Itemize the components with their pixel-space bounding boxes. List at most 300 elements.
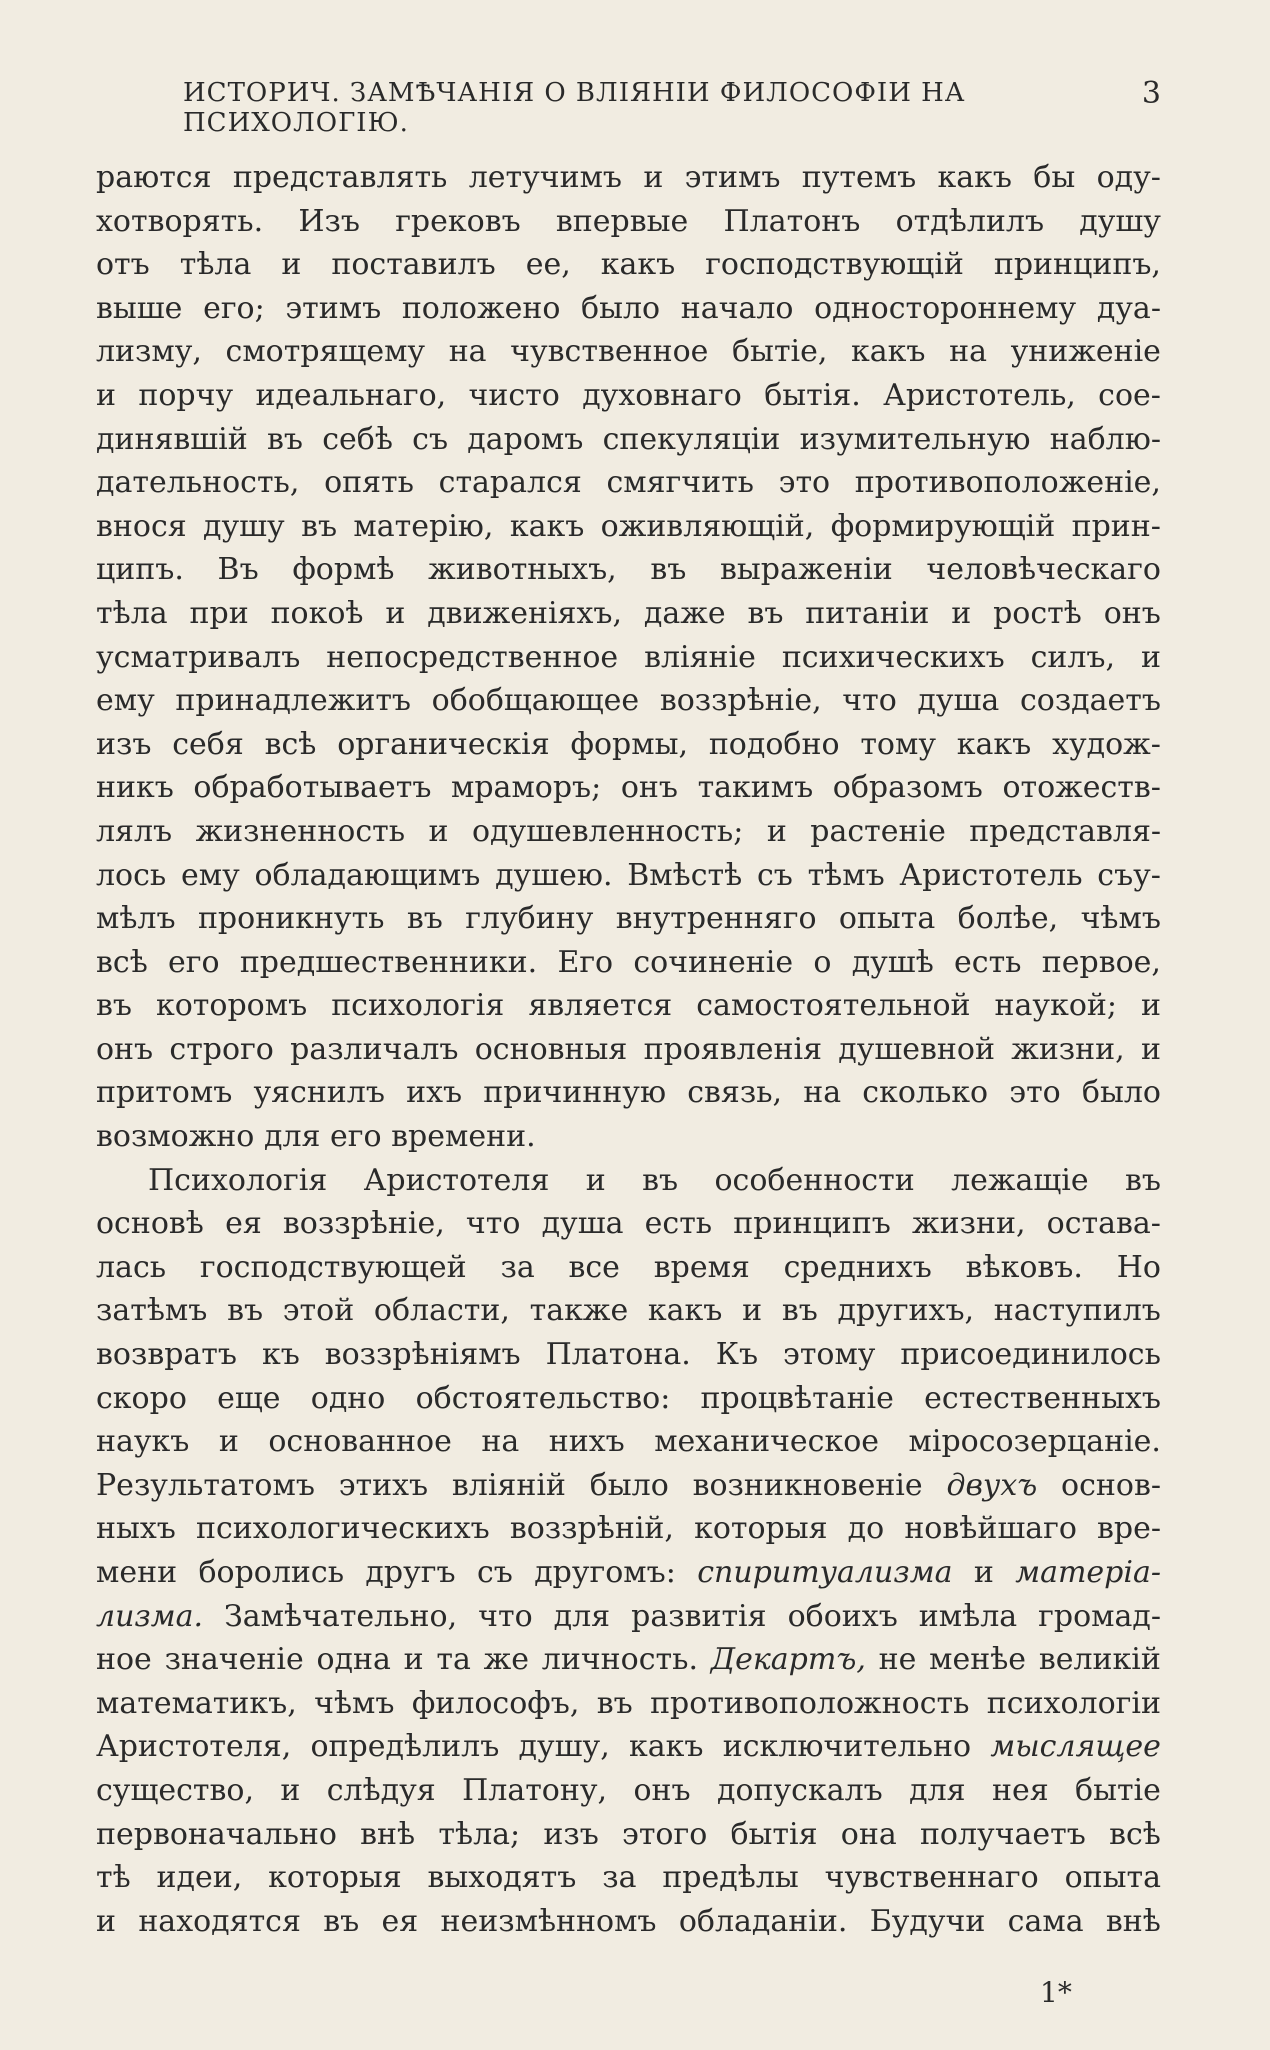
word: за	[602, 1860, 637, 1896]
word: и	[403, 1642, 424, 1678]
word: его	[330, 1119, 382, 1155]
word: предшественники.	[239, 944, 538, 980]
text-line	[96, 1464, 1161, 1508]
word: мѣлъ	[96, 901, 176, 937]
word: худож-	[1052, 726, 1161, 762]
word: Результатомъ	[96, 1467, 315, 1503]
word: опыта	[1064, 1860, 1161, 1896]
word: которыя	[268, 1860, 402, 1896]
word: усматривалъ	[96, 639, 301, 675]
word: путемъ	[801, 160, 917, 195]
word: и	[973, 1555, 994, 1590]
word: психологіи	[986, 1685, 1161, 1721]
text-line	[96, 941, 1161, 985]
word: сое-	[1098, 377, 1161, 413]
word: въ	[747, 595, 784, 631]
word: себѣ	[322, 421, 393, 457]
word: было	[589, 1467, 669, 1503]
word: обоихъ	[787, 1598, 898, 1634]
text-line	[96, 723, 1161, 767]
word: и	[218, 1424, 239, 1460]
word: смягчить	[606, 465, 754, 501]
word: прин-	[1071, 508, 1161, 544]
text-line	[96, 1507, 1161, 1551]
word: обладаніи.	[678, 1903, 848, 1939]
page-number: 3	[1141, 76, 1161, 111]
word: внѣ	[360, 1816, 416, 1852]
text-line	[96, 1813, 1161, 1857]
word: отожеств-	[1002, 770, 1161, 806]
word: ростѣ	[993, 595, 1082, 631]
word: его	[168, 944, 220, 980]
word: чувственное	[510, 334, 709, 370]
word: униженіе	[1010, 334, 1161, 370]
word: ное	[96, 1642, 152, 1678]
word: и	[1140, 1031, 1161, 1067]
text-line	[96, 1856, 1161, 1900]
word: бытіе	[1075, 1772, 1161, 1808]
word: этой	[282, 1293, 355, 1329]
word: еще	[217, 1380, 281, 1416]
text-line	[96, 243, 1161, 287]
word: Его	[557, 944, 614, 980]
word: тому	[860, 726, 936, 762]
word: жизни,	[912, 1206, 1026, 1242]
word: на	[448, 334, 487, 370]
text-line	[96, 1725, 1161, 1769]
emphasized-word: Декартъ,	[710, 1642, 866, 1678]
word: и	[585, 1162, 606, 1198]
word: къ	[261, 1337, 300, 1373]
word: такимъ	[697, 770, 814, 806]
word: этихъ	[338, 1467, 429, 1503]
word: нихъ	[548, 1424, 625, 1460]
word: хотворять.	[96, 203, 264, 239]
word: Въ	[217, 552, 259, 588]
word: душу,	[518, 1729, 610, 1765]
word: для	[553, 1598, 611, 1634]
word: и	[96, 1903, 116, 1939]
word: проникнуть	[197, 901, 385, 937]
word: скоро	[96, 1380, 187, 1416]
word: міросозерцаніе.	[908, 1424, 1161, 1460]
word: вѣковъ.	[965, 1249, 1083, 1285]
word: оживляющій,	[600, 508, 815, 544]
word: Аристотель,	[883, 377, 1076, 413]
word: новѣйшаго	[904, 1511, 1077, 1547]
word: основанное	[268, 1424, 452, 1460]
word: всѣ	[264, 726, 317, 762]
word: находятся	[138, 1903, 301, 1939]
word: даромъ	[467, 421, 584, 457]
word: противоположность	[650, 1685, 970, 1721]
word: возможно	[96, 1119, 255, 1155]
word: съ	[412, 421, 449, 457]
word: представля-	[969, 813, 1161, 849]
word: и	[280, 1772, 301, 1808]
word: какъ	[647, 1293, 723, 1329]
text-line	[96, 1289, 1161, 1333]
text-line	[96, 1333, 1161, 1377]
word: грековъ	[395, 203, 521, 239]
word: мраморъ;	[451, 770, 602, 806]
word: болѣе,	[957, 901, 1059, 937]
word: внутренняго	[615, 901, 817, 937]
word: обстоятельство:	[415, 1380, 671, 1416]
word: съу-	[1097, 857, 1161, 893]
word: обобщающее	[431, 683, 640, 719]
word: этимъ	[285, 290, 382, 326]
word: господствующей	[199, 1249, 467, 1285]
word: получаетъ	[919, 1816, 1086, 1852]
text-line	[96, 1246, 1161, 1290]
word: что	[478, 1598, 533, 1634]
word: психологія	[331, 988, 505, 1024]
word: имѣла	[918, 1598, 1018, 1634]
text-line	[96, 1071, 1161, 1115]
word: чисто	[468, 377, 560, 413]
emphasized-word: мыслящее	[990, 1729, 1161, 1765]
text-line	[96, 592, 1161, 636]
text-line	[96, 679, 1161, 723]
word: подобно	[708, 726, 840, 762]
word: жизни,	[1011, 1031, 1125, 1067]
word: въ	[596, 1685, 633, 1721]
word: основ-	[1061, 1467, 1161, 1503]
word: формы,	[570, 726, 689, 762]
word: возникновеніе	[692, 1467, 923, 1503]
word: ее,	[525, 247, 571, 283]
word: это	[778, 465, 831, 501]
text-line	[96, 1638, 1161, 1682]
word: одно	[310, 1380, 386, 1416]
word: оду-	[1096, 160, 1161, 195]
word: летучимъ	[468, 160, 622, 195]
word: и	[1140, 639, 1161, 675]
word: опредѣлилъ	[310, 1729, 500, 1765]
word: основныя	[474, 1031, 628, 1067]
word: тѣла;	[438, 1816, 521, 1852]
word: противоположеніе,	[854, 465, 1161, 501]
word: при	[189, 595, 249, 631]
word: жизненность	[195, 813, 406, 849]
word: какъ	[937, 160, 1012, 195]
text-line	[96, 636, 1161, 680]
text-line	[96, 1769, 1161, 1813]
word: обладающимъ	[254, 857, 481, 893]
word: всѣ	[1109, 1816, 1161, 1852]
text-line	[96, 374, 1161, 418]
word: особенности	[714, 1162, 915, 1198]
word: принадлежитъ	[175, 683, 412, 719]
word: математикъ,	[96, 1685, 297, 1721]
word: духовнаго	[582, 377, 742, 413]
text-line	[96, 984, 1161, 1028]
word: первоначально	[96, 1816, 337, 1852]
word: различалъ	[290, 1031, 459, 1067]
word: Замѣчательно,	[224, 1598, 458, 1634]
word: первое,	[1041, 944, 1161, 980]
word: какъ	[851, 334, 926, 370]
word: лялъ	[96, 813, 173, 849]
word: никъ	[96, 770, 174, 806]
word: его;	[203, 290, 265, 326]
word: развитія	[631, 1598, 767, 1634]
text-line	[96, 287, 1161, 331]
word: лось	[96, 857, 167, 893]
word: непосредственное	[326, 639, 619, 675]
word: матерію,	[353, 508, 494, 544]
word: лась	[96, 1249, 167, 1285]
emphasized-word: матеріа-	[1015, 1555, 1161, 1590]
word: душею.	[495, 857, 613, 893]
word: за	[500, 1249, 535, 1285]
word: для	[909, 1772, 966, 1808]
word: Платонъ	[723, 203, 861, 239]
word: душевной	[838, 1031, 995, 1067]
text-line	[96, 897, 1161, 941]
emphasized-word: двухъ	[946, 1467, 1038, 1503]
word: онъ	[96, 1031, 154, 1067]
word: что	[842, 683, 897, 719]
text-line	[96, 505, 1161, 549]
word: раются	[96, 160, 212, 195]
word: и	[951, 595, 972, 631]
word: же	[483, 1642, 530, 1678]
word: этому	[783, 1337, 876, 1373]
word: личность.	[541, 1642, 698, 1678]
word: господствующій	[705, 247, 964, 283]
word: присоединилось	[900, 1337, 1161, 1373]
word: формирующій	[830, 508, 1056, 544]
word: Но	[1116, 1249, 1161, 1285]
word: старался	[438, 465, 582, 501]
word: чѣмъ	[314, 1685, 395, 1721]
word: сочиненіе	[633, 944, 794, 980]
word: тѣ	[96, 1860, 131, 1896]
word: основѣ	[96, 1206, 204, 1242]
word: и	[643, 160, 664, 195]
word: области,	[373, 1293, 510, 1329]
word: выходятъ	[427, 1860, 577, 1896]
word: выраженіи	[719, 552, 893, 588]
word: съ	[476, 1555, 513, 1590]
word: обработываетъ	[193, 770, 432, 806]
word: связь,	[687, 1075, 783, 1111]
text-line	[96, 330, 1161, 374]
word: ныхъ	[96, 1511, 176, 1547]
word: допускалъ	[716, 1772, 883, 1808]
word: принципъ	[733, 1206, 891, 1242]
word: другомъ:	[534, 1555, 676, 1590]
word: динявшій	[96, 421, 248, 457]
word: значеніе	[164, 1642, 304, 1678]
word: растеніе	[810, 813, 946, 849]
word: принципъ,	[993, 247, 1161, 283]
word: онъ	[1103, 595, 1161, 631]
word: что	[465, 1206, 521, 1242]
word: вре-	[1097, 1511, 1161, 1547]
word: другъ	[365, 1555, 456, 1590]
word: тѣла	[179, 247, 252, 283]
word: воззрѣніе,	[282, 1206, 445, 1242]
word: опыта	[838, 901, 936, 937]
word: и	[428, 813, 449, 849]
word: Аристотеля	[363, 1162, 550, 1198]
word: ципъ.	[96, 552, 184, 588]
word: на	[803, 1075, 842, 1111]
word: одушевленность;	[471, 813, 744, 849]
word: и	[385, 595, 406, 631]
word: въ	[267, 421, 303, 457]
emphasized-word: лизма.	[96, 1598, 204, 1634]
word: та	[436, 1642, 471, 1678]
word: которыя	[694, 1511, 828, 1547]
word: въ	[96, 988, 132, 1024]
word: было	[1081, 1075, 1161, 1111]
word: Платону,	[462, 1772, 608, 1808]
word: возвратъ	[96, 1337, 237, 1373]
word: впервые	[555, 203, 689, 239]
word: вліяній	[451, 1467, 566, 1503]
word: тѣмъ	[807, 857, 885, 893]
word: также	[529, 1293, 629, 1329]
word: и	[766, 813, 787, 849]
word: среднихъ	[783, 1249, 932, 1285]
word: глубину	[465, 901, 594, 937]
word: ему	[96, 683, 155, 719]
word: сама	[1007, 1903, 1084, 1939]
word: дательность,	[96, 465, 300, 501]
word: и	[742, 1293, 763, 1329]
word: бы	[1033, 160, 1076, 195]
word: Платона.	[545, 1337, 691, 1373]
word: психологическихъ	[196, 1511, 490, 1547]
word: душу	[203, 508, 285, 544]
word: всѣ	[96, 944, 148, 980]
word: и	[1141, 988, 1161, 1024]
word: въ	[323, 1903, 360, 1939]
text-line	[96, 418, 1161, 462]
word: въ	[301, 508, 338, 544]
word: какъ	[600, 247, 676, 283]
word: въ	[406, 901, 443, 937]
text-line	[96, 1682, 1161, 1726]
word: человѣческаго	[926, 552, 1161, 588]
word: нея	[991, 1772, 1049, 1808]
running-header	[96, 76, 1161, 138]
word: ему	[181, 857, 240, 893]
word: бытіе,	[732, 334, 828, 370]
word: притомъ	[96, 1075, 233, 1111]
word: лежащіе	[951, 1162, 1089, 1198]
word: положено	[401, 290, 561, 326]
emphasized-word: спиритуализма	[697, 1555, 953, 1590]
word: о	[813, 944, 832, 980]
word: душа	[917, 683, 1000, 719]
text-line	[96, 461, 1161, 505]
word: какъ	[956, 726, 1032, 762]
word: великій	[1038, 1642, 1161, 1678]
word: душу	[1079, 203, 1161, 239]
word: изъ	[96, 726, 152, 762]
word: для	[263, 1119, 321, 1155]
word: она	[840, 1816, 897, 1852]
word: время	[653, 1249, 750, 1285]
word: наукъ	[96, 1424, 190, 1460]
word: внѣ	[1105, 1903, 1161, 1939]
word: вліяніе	[644, 639, 756, 675]
word: наукой;	[994, 988, 1117, 1024]
text-line	[96, 156, 1161, 200]
word: одна	[316, 1642, 391, 1678]
word: мени	[96, 1555, 178, 1590]
word: сколько	[862, 1075, 989, 1111]
word: этимъ	[684, 160, 781, 195]
text-line	[96, 1115, 1161, 1159]
word: воззрѣніямъ	[324, 1337, 521, 1373]
text-line	[96, 766, 1161, 810]
word: опять	[324, 465, 414, 501]
word: и	[281, 247, 302, 283]
word: Изъ	[298, 203, 360, 239]
text-line	[96, 854, 1161, 898]
word: слѣдуя	[326, 1772, 436, 1808]
word: представлять	[232, 160, 448, 195]
running-title: ИСТОРИЧ. ЗАМѢЧАНІЯ О ВЛІЯНІИ ФИЛОСОФІИ НА ПСИХОЛОГІЮ.	[183, 78, 966, 138]
word: исключительно	[722, 1729, 972, 1765]
text-line	[96, 1420, 1161, 1464]
signature-mark: 1*	[1040, 1976, 1072, 2009]
word: изъ	[543, 1816, 599, 1852]
word: наблю-	[1049, 421, 1161, 457]
word: воззрѣній,	[509, 1511, 674, 1547]
word: движеніяхъ,	[427, 595, 623, 631]
word: Аристотель	[899, 857, 1083, 893]
text-line	[96, 1159, 1161, 1203]
word: въ	[642, 1162, 679, 1198]
word: животныхъ,	[428, 552, 617, 588]
word: которомъ	[156, 988, 308, 1024]
word: даже	[643, 595, 726, 631]
body-text	[96, 156, 1161, 1943]
word: уяснилъ	[253, 1075, 385, 1111]
word: на	[949, 334, 987, 370]
word: Аристотеля,	[96, 1729, 292, 1765]
word: одностороннему	[814, 290, 1077, 326]
text-line	[96, 1900, 1161, 1944]
word: въ	[650, 552, 687, 588]
word: чувственнаго	[824, 1860, 1039, 1896]
word: на	[481, 1424, 520, 1460]
word: въ	[1124, 1162, 1161, 1198]
word: себя	[172, 726, 244, 762]
word: онъ	[620, 770, 678, 806]
word: душа	[541, 1206, 624, 1242]
word: спекуляціи	[602, 421, 781, 457]
word: покоѣ	[270, 595, 364, 631]
text-line	[96, 1551, 1161, 1595]
word: Будучи	[869, 1903, 986, 1939]
word: проявленія	[643, 1031, 822, 1067]
word: предѣлы	[662, 1860, 799, 1896]
word: лизму,	[96, 334, 202, 370]
word: идеи,	[156, 1860, 243, 1896]
word: не	[878, 1642, 917, 1678]
text-line	[96, 1377, 1161, 1421]
word: ея	[381, 1903, 419, 1939]
word: изумительную	[799, 421, 1031, 457]
